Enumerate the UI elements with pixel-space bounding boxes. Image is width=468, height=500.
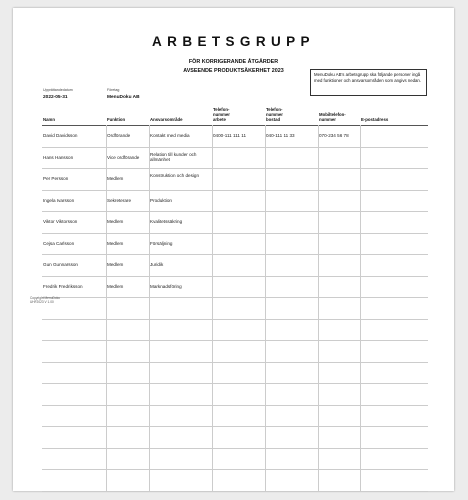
row-divider (42, 340, 428, 341)
table-cell: Konstruktion och design (150, 173, 200, 178)
table-cell: Kontakt med media (150, 133, 190, 138)
row-divider (42, 383, 428, 384)
table-cell: Medlem (107, 219, 124, 224)
table-header-cell: Telefon- nummer bostad (266, 107, 283, 123)
table-cell: Gun Gunnarsson (43, 262, 78, 267)
row-divider (42, 426, 428, 427)
table-header-cell: Ansvarsområde (150, 117, 183, 123)
table-cell: Medlem (107, 240, 124, 246)
copyright-line-1: Copyright MenuDoku (30, 296, 60, 300)
column-divider (149, 125, 150, 491)
company-value: MenuDoku AB (107, 95, 140, 100)
column-divider (360, 125, 361, 491)
table-cell: Försäljning (150, 240, 173, 246)
date-label: Upprättandedatum (43, 88, 73, 92)
row-divider (42, 491, 428, 492)
column-divider (265, 125, 266, 491)
table-header-cell: Mobiltelefon- nummer (319, 112, 346, 123)
row-divider (42, 405, 428, 406)
table-cell: Medlem (107, 176, 124, 181)
company-label: Företag (107, 88, 120, 92)
row-divider (42, 168, 428, 169)
document-subtitle-2: AVSEENDE PRODUKTSÄKERHET 2023 (183, 68, 284, 74)
table-cell: Hans Hansson (43, 154, 74, 160)
copyright-line-2: UHF2023 V 1.00 (30, 300, 54, 304)
row-divider (42, 211, 428, 212)
table-cell: Viktor Viktorsson (43, 219, 78, 224)
table-cell: Medlem (107, 283, 124, 289)
row-divider (42, 190, 428, 191)
row-divider (42, 362, 428, 363)
document-subtitle-1: FÖR KORRIGERANDE ÅTGÄRDER (188, 59, 279, 65)
table-header-cell: Funktion (107, 117, 126, 123)
table-cell: Sekreterare (107, 197, 132, 203)
document-page (13, 8, 454, 491)
table-cell: Vice ordförande (107, 154, 140, 160)
table-cell: Kvalitetssäkring (150, 219, 183, 224)
row-divider (42, 448, 428, 449)
instruction-note: MenuDoku AB's arbetsgrupp ska följande personer ingå med funktioner och ansvarsområden som angivs nedan. (310, 69, 427, 96)
copyright-note (30, 296, 60, 304)
column-divider (212, 125, 213, 491)
table-cell: Medlem (107, 262, 124, 267)
table-cell: Produktion (150, 197, 172, 203)
table-cell: 0400-111 111 11 (213, 133, 247, 138)
document-title: ARBETSGRUPP (152, 34, 315, 49)
table-cell: Marknadsföring (150, 283, 182, 289)
table-cell: Fredrik Fredriksson (43, 283, 83, 289)
column-divider (318, 125, 319, 491)
date-value: 2022-05-31 (43, 95, 68, 100)
table-cell: Per Persson (43, 176, 69, 181)
table-header-cell: Telefon- nummer arbete (213, 107, 230, 123)
row-divider (42, 319, 428, 320)
row-divider (42, 147, 428, 148)
table-cell: Juridik (150, 262, 164, 267)
header-divider (42, 125, 428, 126)
table-cell: Ingela Ivarsson (43, 197, 75, 203)
table-header-cell: E-postadress (361, 117, 389, 123)
row-divider (42, 469, 428, 470)
row-divider (42, 254, 428, 255)
row-divider (42, 233, 428, 234)
row-divider (42, 276, 428, 277)
table-cell: 040-111 11 33 (266, 133, 295, 138)
table-cell: Ordförande (107, 133, 131, 138)
table-cell: Cejsa Carlsson (43, 240, 75, 246)
table-cell: Relation till kunder och allmänhet (150, 151, 197, 163)
table-cell: David Davidsson (43, 133, 78, 138)
table-cell: 070-234 56 78 (319, 133, 349, 138)
row-divider (42, 297, 428, 298)
table-header-cell: Namn (43, 117, 55, 123)
